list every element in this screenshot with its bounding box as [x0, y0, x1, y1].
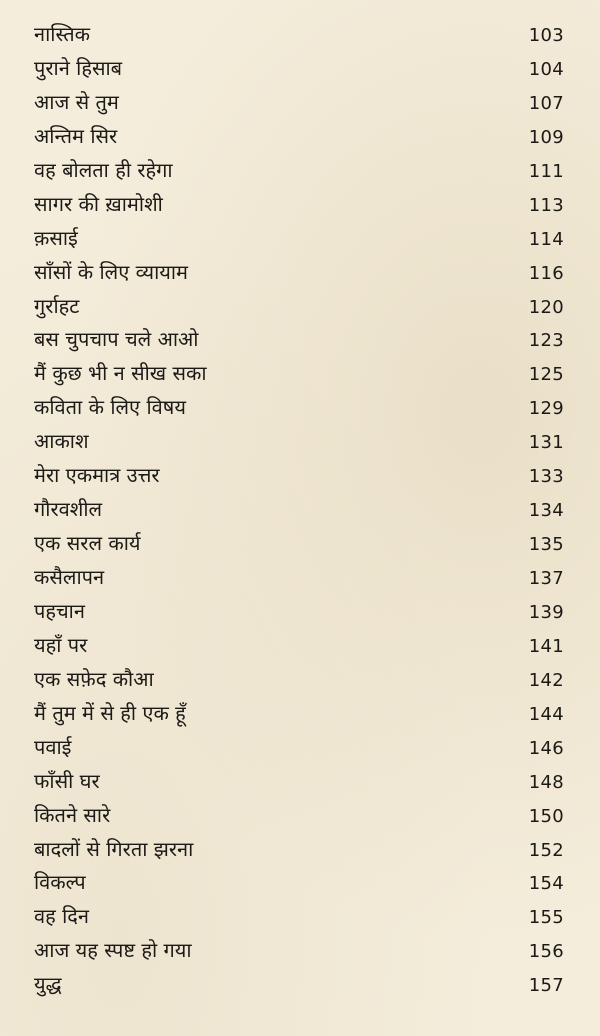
toc-entry [0, 560, 600, 594]
toc-entry-page-number: 114 [528, 228, 564, 250]
toc-entry-page-number: 141 [528, 635, 564, 657]
toc-entry-page-number: 155 [528, 907, 564, 929]
toc-entry-page-number: 113 [528, 194, 564, 216]
toc-entry-title: एक सरल कार्य [34, 531, 141, 556]
toc-entry [0, 764, 600, 798]
toc-entry-title: नास्तिक [34, 22, 90, 46]
toc-entry-page-number: 152 [528, 839, 564, 861]
toc-entry [0, 17, 600, 51]
toc-entry-title: कितने सारे [34, 802, 111, 827]
toc-entry [0, 696, 600, 730]
toc-entry-title: युद्ध [34, 972, 62, 997]
toc-entry [0, 424, 600, 458]
toc-entry [0, 153, 600, 187]
toc-entry-title: साँसों के लिए व्यायाम [34, 259, 188, 284]
toc-entry [0, 492, 600, 526]
toc-entry-title: मेरा एकमात्र उत्तर [34, 463, 160, 488]
toc-entry-title: गुर्राहट [34, 293, 80, 318]
toc-entry-page-number: 107 [528, 92, 564, 114]
toc-entry-title: सागर की ख़ामोशी [34, 191, 163, 216]
toc-entry-page-number: 150 [528, 805, 564, 827]
toc-entry-page-number: 157 [528, 975, 564, 997]
toc-entry [0, 51, 600, 85]
toc-entry [0, 526, 600, 560]
toc-entry-title: अन्तिम सिर [34, 123, 118, 148]
toc-entry-title: गौरवशील [34, 497, 103, 522]
toc-entry [0, 221, 600, 255]
toc-entry [0, 899, 600, 933]
toc-entry-title: कविता के लिए विषय [34, 395, 186, 420]
toc-entry-page-number: 139 [528, 601, 564, 623]
toc-entry-title: आज यह स्पष्ट हो गया [34, 938, 192, 963]
toc-entry-page-number: 123 [528, 330, 564, 352]
toc-entry [0, 390, 600, 424]
toc-entry [0, 85, 600, 119]
toc-entry [0, 967, 600, 1001]
toc-entry [0, 730, 600, 764]
toc-entry [0, 798, 600, 832]
toc-entry-page-number: 144 [528, 703, 564, 725]
toc-entry-page-number: 154 [528, 873, 564, 895]
toc-entry-title: आज से तुम [34, 89, 119, 114]
toc-entry-page-number: 134 [528, 500, 564, 522]
toc-entry-title: फाँसी घर [34, 768, 100, 793]
toc-entry-page-number: 104 [528, 58, 564, 80]
toc-entry [0, 187, 600, 221]
toc-entry-title: बस चुपचाप चले आओ [34, 327, 199, 352]
toc-entry-page-number: 135 [528, 534, 564, 556]
toc-entry-title: पवाई [34, 734, 72, 759]
toc-entry-title: कसैलापन [34, 565, 105, 589]
toc-entry [0, 255, 600, 289]
toc-entry-title: यहाँ पर [34, 632, 88, 657]
toc-entry [0, 594, 600, 628]
toc-entry [0, 458, 600, 492]
toc-entry-title: मैं तुम में से ही एक हूँ [34, 700, 186, 725]
toc-entry-page-number: 111 [528, 160, 564, 182]
toc-entry-title: विकल्प [34, 870, 86, 895]
toc-entry-title: एक सफ़ेद कौआ [34, 666, 154, 691]
toc-entry-page-number: 133 [528, 466, 564, 488]
toc-entry-page-number: 146 [528, 737, 564, 759]
toc-entry [0, 832, 600, 866]
toc-entry [0, 865, 600, 899]
toc-entry [0, 628, 600, 662]
toc-entry [0, 662, 600, 696]
toc-entry-page-number: 131 [528, 432, 564, 454]
toc-entry-page-number: 129 [528, 398, 564, 420]
toc-entry-title: वह बोलता ही रहेगा [34, 157, 173, 182]
toc-entry [0, 356, 600, 390]
toc-entry-page-number: 148 [528, 771, 564, 793]
toc-entry [0, 289, 600, 323]
toc-entry-title: बादलों से गिरता झरना [34, 836, 194, 861]
toc-entry-title: मैं कुछ भी न सीख सका [34, 361, 207, 386]
toc-entry [0, 119, 600, 153]
toc-entry-page-number: 120 [528, 296, 564, 318]
toc-entry-page-number: 109 [528, 126, 564, 148]
toc-entry-page-number: 142 [528, 669, 564, 691]
toc-entry [0, 933, 600, 967]
toc-entry-title: क़साई [34, 225, 78, 250]
table-of-contents [0, 17, 600, 1001]
toc-entry-page-number: 137 [528, 568, 564, 589]
toc-entry [0, 322, 600, 356]
toc-entry-title: आकाश [34, 429, 89, 454]
toc-entry-page-number: 156 [528, 941, 564, 963]
toc-entry-title: पुराने हिसाब [34, 55, 123, 80]
toc-entry-title: पहचान [34, 598, 85, 623]
toc-entry-page-number: 125 [528, 364, 564, 386]
toc-entry-page-number: 103 [528, 25, 564, 46]
toc-entry-title: वह दिन [34, 904, 89, 929]
toc-entry-page-number: 116 [528, 262, 564, 284]
